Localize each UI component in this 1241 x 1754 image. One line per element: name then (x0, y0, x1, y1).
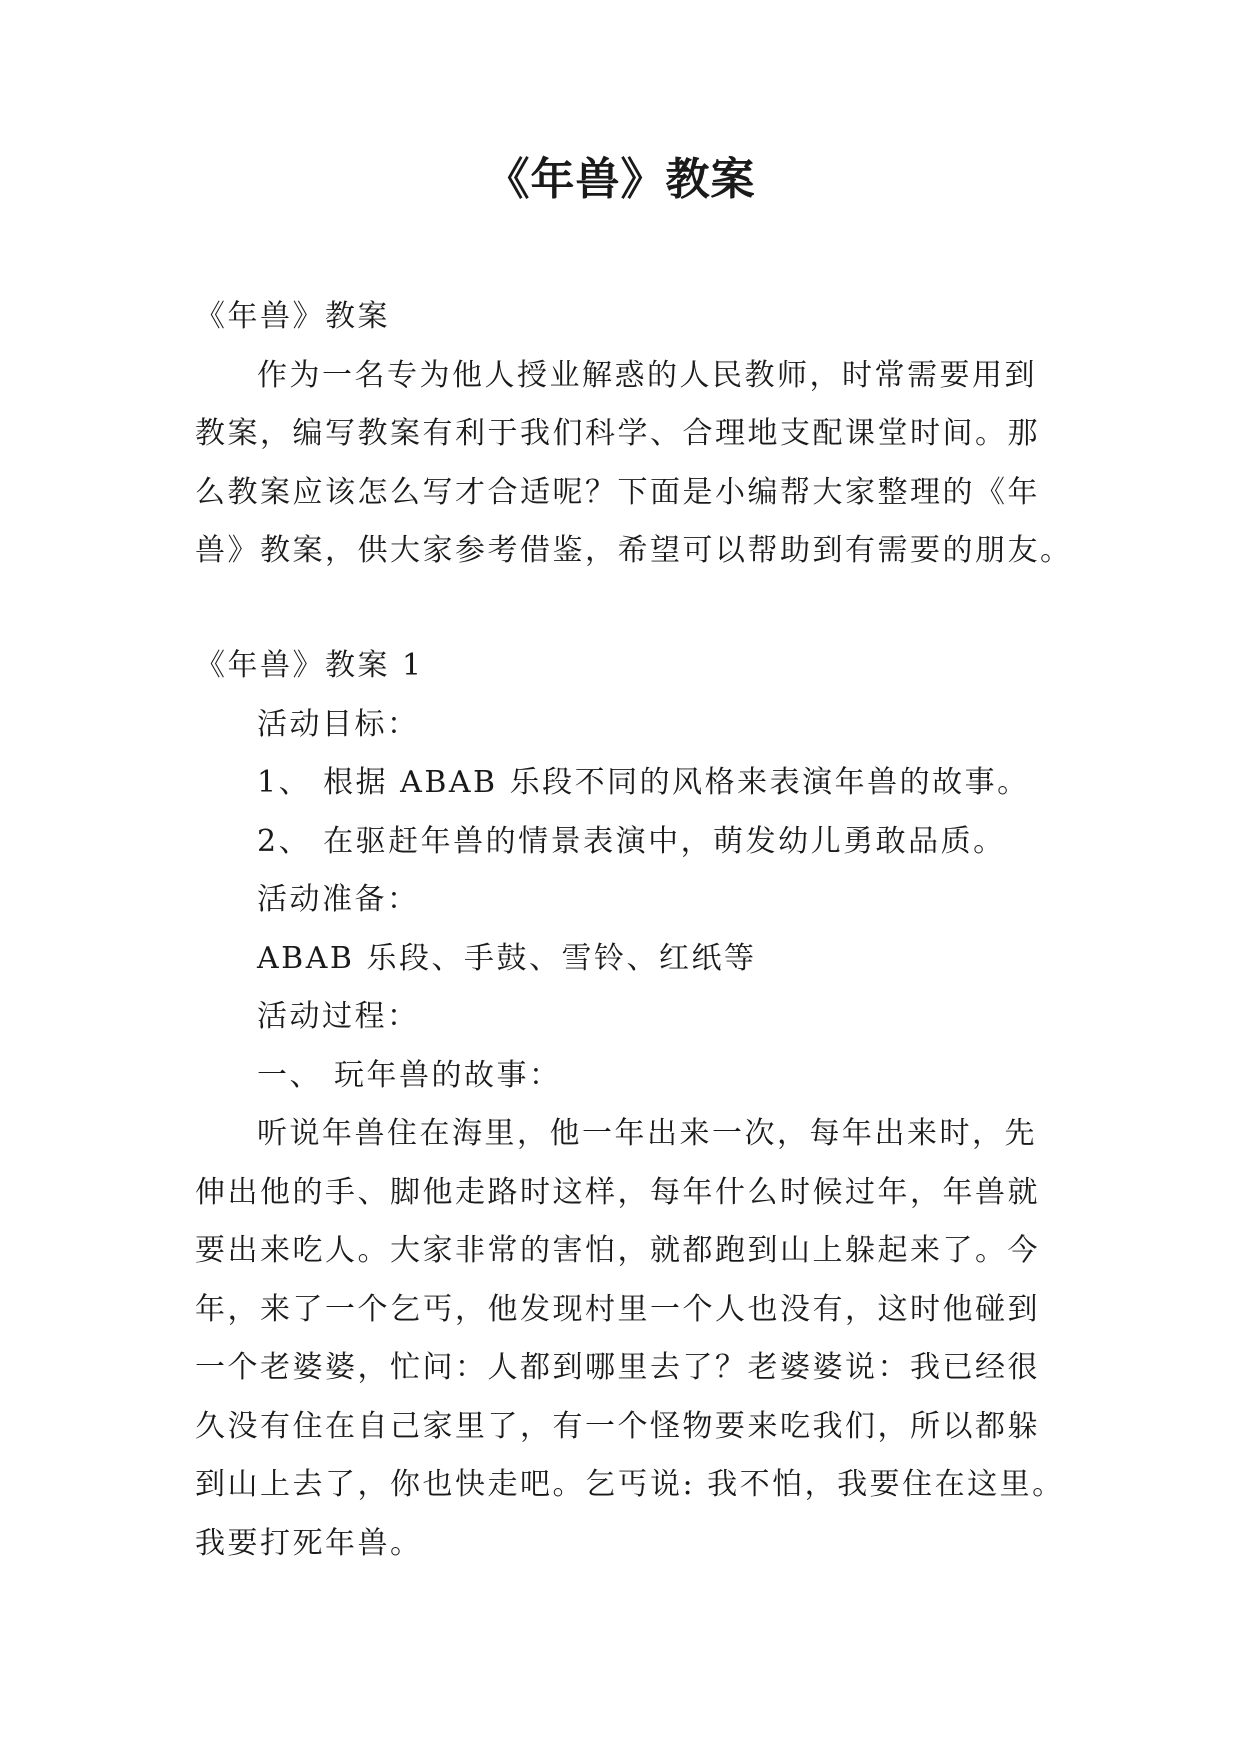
document-title: 《年兽》教案 (485, 154, 756, 205)
intro-line-4: 兽》教案，供大家参考借鉴，希望可以帮助到有需要的朋友。 (195, 533, 1073, 568)
story-line-4: 年，来了一个乞丐，他发现村里一个人也没有，这时他碰到 (195, 1291, 1040, 1327)
intro-line-3: 么教案应该怎么写才合适呢？下面是小编帮大家整理的《年 (195, 474, 1040, 510)
story-line-5: 一个老婆婆，忙问：人都到哪里去了？老婆婆说：我已经很 (195, 1350, 1040, 1385)
goal-item-1: 1、 根据 ABAB 乐段不同的风格来表演年兽的故事。 (257, 765, 1030, 800)
intro-line-1: 作为一名专为他人授业解惑的人民教师，时常需要用到 (257, 357, 1037, 393)
prep-label: 活动准备： (257, 882, 420, 917)
prep-items: ABAB 乐段、手鼓、雪铃、红纸等 (257, 940, 757, 976)
process-label: 活动过程： (257, 999, 420, 1034)
subtitle: 《年兽》教案 (195, 299, 390, 334)
intro-block (195, 288, 1073, 581)
lesson-plan-1 (195, 637, 1065, 1573)
story-line-3: 要出来吃人。大家非常的害怕，就都跑到山上躲起来了。今 (195, 1233, 1040, 1268)
story-line-2: 伸出他的手、脚他走路时这样，每年什么时候过年，年兽就 (195, 1174, 1040, 1210)
story-line-7: 到山上去了，你也快走吧。乞丐说: 我不怕，我要住在这里。 (195, 1467, 1065, 1502)
intro-line-2: 教案，编写教案有利于我们科学、合理地支配课堂时间。那 (195, 416, 1040, 451)
story-line-6: 久没有住在自己家里了，有一个怪物要来吃我们，所以都躲 (195, 1408, 1040, 1444)
story-line-1: 听说年兽住在海里，他一年出来一次，每年出来时，先 (257, 1116, 1037, 1151)
step-1-heading: 一、 玩年兽的故事： (257, 1057, 562, 1093)
section-heading: 《年兽》教案 1 (195, 648, 424, 683)
story-line-8: 我要打死年兽。 (195, 1525, 423, 1561)
goal-item-2: 2、 在驱赶年兽的情景表演中，萌发幼儿勇敢品质。 (257, 823, 1006, 859)
goals-label: 活动目标： (257, 706, 420, 742)
